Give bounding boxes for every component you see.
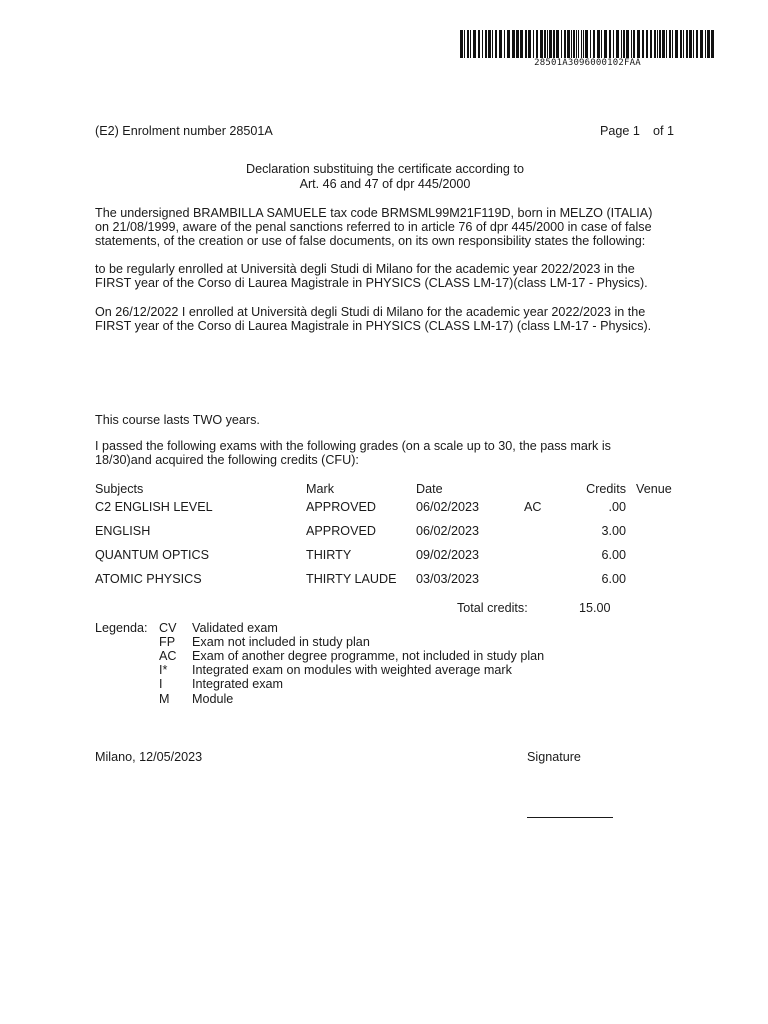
legend-title: Legenda: (95, 621, 148, 635)
barcode-image (460, 30, 715, 58)
document-title-line-2: Art. 46 and 47 of dpr 445/2000 (299, 177, 471, 191)
enrolled-line-2: FIRST year of the Corso di Laurea Magistrale in PHYSICS (CLASS LM-17)(class LM-17 - Physics). (95, 276, 648, 290)
signature-line (527, 817, 613, 818)
page-total: of 1 (653, 124, 675, 138)
row-subject: ATOMIC PHYSICS (95, 572, 202, 586)
row-credits: 6.00 (601, 572, 626, 586)
legend-text: Module (192, 692, 234, 706)
legend-code: I* (159, 663, 168, 677)
header-venue: Venue (636, 482, 672, 496)
legend-code: CV (159, 621, 177, 635)
enrolment-date-line-1: On 26/12/2022 I enrolled at Università degli Studi di Milano for the academic year 2022/2023 in the (95, 305, 646, 319)
row-credits: 3.00 (601, 524, 626, 538)
declaration-line-3: statements, of the creation or use of false documents, on its own responsibility states the following: (95, 234, 646, 248)
row-date: 06/02/2023 (416, 500, 480, 514)
declaration-line-2: on 21/08/1999, aware of the penal sanctions referred to in article 76 of dpr 445/2000 in case of false (95, 220, 652, 234)
legend-code: I (159, 677, 163, 691)
document-title-line-1: Declaration substituing the certificate according to (246, 162, 524, 176)
course-duration: This course lasts TWO years. (95, 413, 260, 427)
header-date: Date (416, 482, 443, 496)
row-subject: C2 ENGLISH LEVEL (95, 500, 213, 514)
signature-label: Signature (527, 750, 581, 764)
row-flag: AC (524, 500, 542, 514)
legend-text: Exam not included in study plan (192, 635, 370, 649)
exams-intro-line-1: I passed the following exams with the following grades (on a scale up to 30, the pass mark is (95, 439, 611, 453)
enrolment-date-line-2: FIRST year of the Corso di Laurea Magistrale in PHYSICS (CLASS LM-17) (class LM-17 - Physics). (95, 319, 652, 333)
row-date: 06/02/2023 (416, 524, 480, 538)
legend-code: M (159, 692, 170, 706)
enrolled-line-1: to be regularly enrolled at Università degli Studi di Milano for the academic year 2022/2023 in the (95, 262, 635, 276)
row-date: 09/02/2023 (416, 548, 480, 562)
row-subject: QUANTUM OPTICS (95, 548, 210, 562)
row-date: 03/03/2023 (416, 572, 480, 586)
row-subject: ENGLISH (95, 524, 151, 538)
row-mark: THIRTY LAUDE (306, 572, 397, 586)
header-subjects: Subjects (95, 482, 144, 496)
row-credits: 6.00 (601, 548, 626, 562)
total-credits-value: 15.00 (579, 601, 611, 615)
barcode-number: 28501A3096000102FAA (534, 58, 641, 68)
place-and-date: Milano, 12/05/2023 (95, 750, 203, 764)
legend-code: FP (159, 635, 176, 649)
row-mark: APPROVED (306, 524, 376, 538)
legend-text: Integrated exam (192, 677, 284, 691)
legend-text: Validated exam (192, 621, 278, 635)
enrolment-number: (E2) Enrolment number 28501A (95, 124, 273, 138)
exams-intro-line-2: 18/30)and acquired the following credits (CFU): (95, 453, 359, 467)
total-credits-label: Total credits: (457, 601, 528, 615)
legend-code: AC (159, 649, 177, 663)
legend-text: Exam of another degree programme, not included in study plan (192, 649, 545, 663)
row-mark: THIRTY (306, 548, 352, 562)
row-credits: .00 (608, 500, 626, 514)
header-mark: Mark (306, 482, 334, 496)
page-number: Page 1 (600, 124, 640, 138)
legend-text: Integrated exam on modules with weighted average mark (192, 663, 512, 677)
row-mark: APPROVED (306, 500, 376, 514)
header-credits: Credits (586, 482, 626, 496)
declaration-line-1: The undersigned BRAMBILLA SAMUELE tax code BRMSML99M21F119D, born in MELZO (ITALIA) (95, 206, 653, 220)
